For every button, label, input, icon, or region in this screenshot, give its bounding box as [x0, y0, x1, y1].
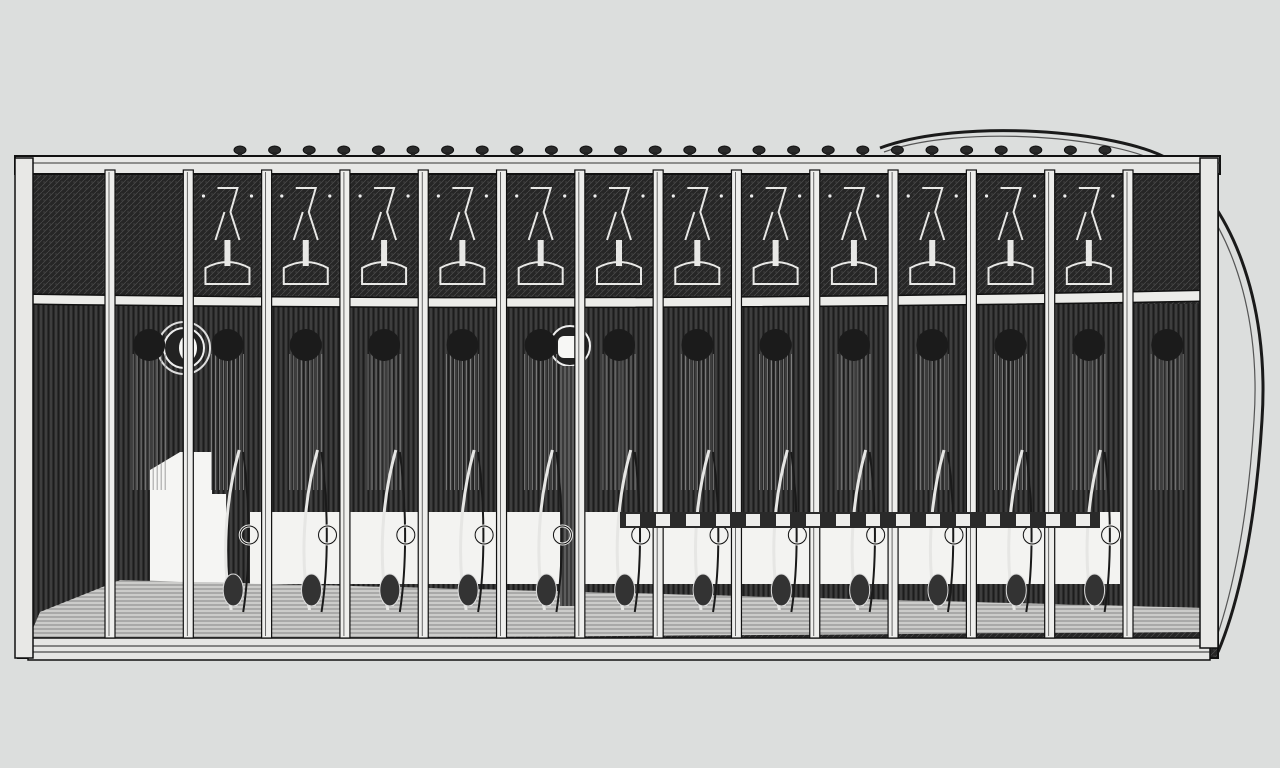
machinery-block	[1076, 514, 1090, 526]
terminal-dot	[406, 194, 409, 197]
top-rail	[15, 156, 1220, 174]
terminal-dot	[750, 194, 753, 197]
stall-post	[105, 170, 115, 638]
keyhole-shape	[838, 329, 870, 361]
knob-stem	[965, 152, 969, 157]
stall-post	[183, 170, 193, 638]
terminal-dot	[641, 194, 644, 197]
stall-post	[1045, 170, 1055, 638]
keyhole-shape	[211, 329, 243, 361]
terminal-dot	[437, 194, 440, 197]
knob-stem	[342, 152, 346, 157]
stall-post	[653, 170, 663, 638]
stall-post	[1123, 170, 1133, 638]
strap-knot	[536, 574, 556, 606]
knob-stem	[584, 152, 588, 157]
machinery-block	[956, 514, 970, 526]
knob-stem	[653, 152, 657, 157]
machinery-block	[986, 514, 1000, 526]
knob-stem	[999, 152, 1003, 157]
knob-stem	[722, 152, 726, 157]
terminal-dot	[672, 194, 675, 197]
machinery-block	[896, 514, 910, 526]
terminal-dot	[876, 194, 879, 197]
knob-stem	[861, 152, 865, 157]
terminal-dot	[907, 194, 910, 197]
strap-knot	[380, 574, 400, 606]
stall-post	[418, 170, 428, 638]
machinery-block	[656, 514, 670, 526]
stall-post	[731, 170, 741, 638]
knob-stem	[826, 152, 830, 157]
stall-post	[262, 170, 272, 638]
knob-stem	[1103, 152, 1107, 157]
knob-stem	[792, 152, 796, 157]
strap-knot	[693, 574, 713, 606]
keyhole-shape	[1151, 329, 1183, 361]
strap-knot	[928, 574, 948, 606]
right-side-post	[1200, 158, 1218, 648]
terminal-dot	[720, 194, 723, 197]
knob-stem	[273, 152, 277, 157]
keyhole-shape	[525, 329, 557, 361]
terminal-dot	[358, 194, 361, 197]
terminal-dot	[515, 194, 518, 197]
machinery-block	[686, 514, 700, 526]
terminal-dot	[250, 194, 253, 197]
knob-stem	[411, 152, 415, 157]
machinery-block	[746, 514, 760, 526]
keyhole-shape	[916, 329, 948, 361]
keyhole-shape	[1073, 329, 1105, 361]
knob-stem	[238, 152, 242, 157]
keyhole-shape	[133, 329, 165, 361]
terminal-dot	[955, 194, 958, 197]
keyhole-shape	[446, 329, 478, 361]
terminal-dot	[328, 194, 331, 197]
knob-stem	[446, 152, 450, 157]
knob-stem	[619, 152, 623, 157]
stall-post	[810, 170, 820, 638]
strap-knot	[1085, 574, 1105, 606]
machinery-block	[626, 514, 640, 526]
stall-post	[340, 170, 350, 638]
terminal-dot	[485, 194, 488, 197]
machinery-block	[1046, 514, 1060, 526]
keyhole-shape	[681, 329, 713, 361]
terminal-dot	[1111, 194, 1114, 197]
keyhole-shape	[290, 329, 322, 361]
machinery-block	[716, 514, 730, 526]
machinery-block	[776, 514, 790, 526]
stall-post	[966, 170, 976, 638]
base-rail	[28, 638, 1210, 660]
knob-stem	[1034, 152, 1038, 157]
strap-knot	[223, 574, 243, 606]
terminal-dot	[1033, 194, 1036, 197]
knob-stem	[930, 152, 934, 157]
machinery-block	[836, 514, 850, 526]
terminal-dot	[798, 194, 801, 197]
strap-knot	[850, 574, 870, 606]
knob-stem	[895, 152, 899, 157]
terminal-dot	[202, 194, 205, 197]
keyhole-shape	[995, 329, 1027, 361]
terminal-dot	[280, 194, 283, 197]
strap-knot	[615, 574, 635, 606]
keyhole-shape	[368, 329, 400, 361]
knob-stem	[515, 152, 519, 157]
knob-stem	[549, 152, 553, 157]
machinery-block	[926, 514, 940, 526]
keyhole-shape	[760, 329, 792, 361]
strap-knot	[302, 574, 322, 606]
terminal-dot	[828, 194, 831, 197]
machinery-block	[1016, 514, 1030, 526]
strap-knot	[458, 574, 478, 606]
knob-stem	[307, 152, 311, 157]
terminal-dot	[1063, 194, 1066, 197]
knob-stem	[480, 152, 484, 157]
terminal-dot	[593, 194, 596, 197]
keyhole-shape	[603, 329, 635, 361]
stall-post	[575, 170, 585, 638]
stall-post	[888, 170, 898, 638]
knob-stem	[757, 152, 761, 157]
terminal-dot	[563, 194, 566, 197]
knob-stem	[376, 152, 380, 157]
left-side-post	[15, 158, 33, 658]
strap-knot	[771, 574, 791, 606]
knob-stem	[688, 152, 692, 157]
terminal-dot	[985, 194, 988, 197]
knob-stem	[1068, 152, 1072, 157]
stall-post	[497, 170, 507, 638]
machinery-block	[806, 514, 820, 526]
machinery-block	[866, 514, 880, 526]
strap-knot	[1006, 574, 1026, 606]
